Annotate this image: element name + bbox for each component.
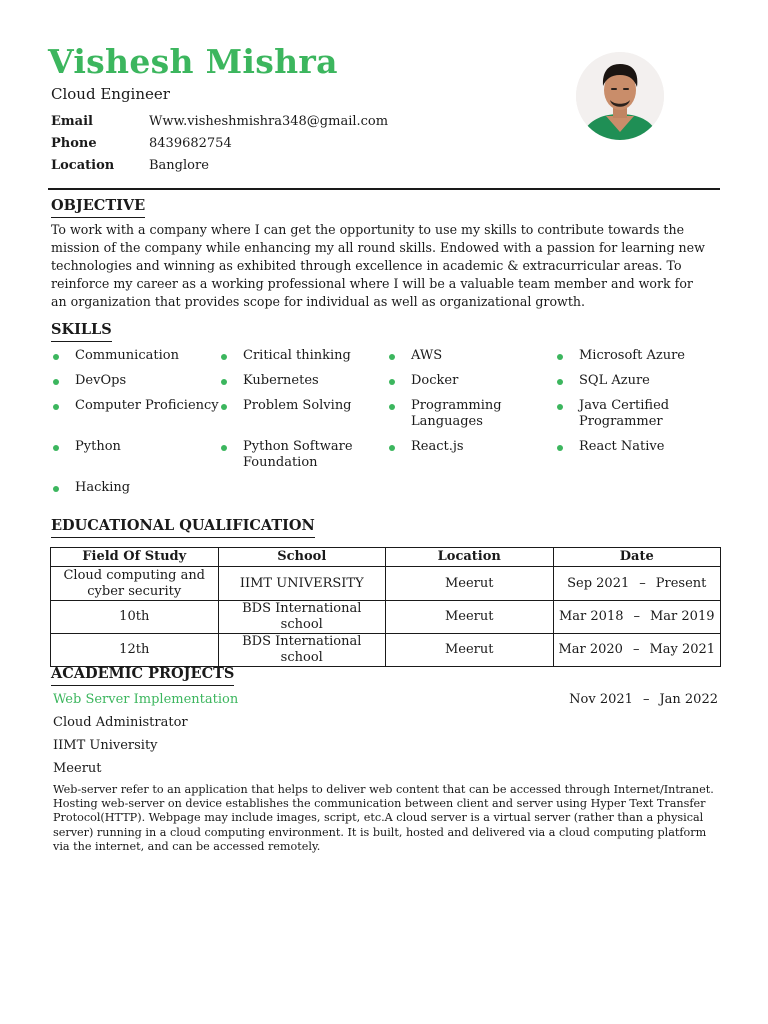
bullet-dot-icon [389,354,395,360]
skill-item: Communication [51,348,219,364]
cell-date: Sep 2021 – Present [553,567,721,601]
skill-item: Critical thinking [219,348,387,364]
column-header: Field Of Study [51,548,219,567]
skill-item: React.js [387,439,555,471]
avatar-icon [576,52,664,140]
bullet-dot-icon [53,404,59,410]
bullet-dot-icon [221,445,227,451]
bullet-dot-icon [53,354,59,360]
section-title-projects: ACADEMIC PROJECTS [51,664,234,686]
column-header: Location [386,548,554,567]
bullet-dot-icon [389,445,395,451]
table-row [51,601,721,634]
section-title-education: EDUCATIONAL QUALIFICATION [51,516,315,538]
project-title: Web Server Implementation [53,692,239,707]
cell-location: Meerut [386,567,554,601]
skill-item: Programming Languages [387,398,555,430]
header-divider [48,188,720,190]
contact-row-phone [51,133,388,155]
skill-item: SQL Azure [555,373,723,389]
skill-item: Microsoft Azure [555,348,723,364]
cell-school: BDS International school [218,601,386,634]
skill-item: Java Certified Programmer [555,398,723,430]
contact-label: Phone [51,136,97,151]
bullet-dot-icon [221,404,227,410]
column-header: School [218,548,386,567]
skill-item: Python [51,439,219,471]
contact-block [51,111,388,177]
table-row [51,634,721,667]
contact-row-location [51,155,388,177]
date-separator: – [633,609,640,624]
bullet-dot-icon [53,445,59,451]
date-separator: – [632,642,640,657]
skill-item: Computer Proficiency [51,398,219,430]
skill-item: React Native [555,439,723,471]
contact-row-email [51,111,388,133]
bullet-dot-icon [557,354,563,360]
table-header-row [51,548,721,567]
contact-location: Banglore [149,158,209,173]
bullet-dot-icon [221,379,227,385]
cell-date: Mar 2018 – Mar 2019 [553,601,721,634]
project-role: Cloud Administrator [53,715,188,730]
contact-label: Email [51,114,93,129]
cell-field: Cloud computing and cyber security [51,567,219,601]
skill-item: Problem Solving [219,398,387,430]
skill-item: Hacking [51,480,219,496]
contact-label: Location [51,158,115,173]
project-description: Web-server refer to an application that helps to deliver web content that can be accessed through Internet/Intranet. Hosting web-server on device establishes the communication between client and server using Hyper Text Transfer Protocol(HTTP). Webpage may include images, script, etc.A cloud server is a virtual server (rather than a physical server) running in a cloud computing environment. It is built, hosted and delivered via a cloud computing platform via the internet, and can be accessed remotely. [53,783,714,853]
cell-school: BDS International school [218,634,386,667]
skill-item: Kubernetes [219,373,387,389]
bullet-dot-icon [389,379,395,385]
contact-phone: 8439682754 [149,136,232,151]
bullet-dot-icon [53,379,59,385]
column-header: Date [553,548,721,567]
candidate-role: Cloud Engineer [51,85,170,103]
section-title-skills: SKILLS [51,320,112,342]
table-row [51,567,721,601]
skill-item: Python Software Foundation [219,439,387,471]
skills-grid [51,348,723,496]
project-date: Nov 2021 – Jan 2022 [569,692,718,707]
bullet-dot-icon [557,379,563,385]
bullet-dot-icon [557,445,563,451]
bullet-dot-icon [221,354,227,360]
date-separator: – [642,692,650,707]
project-location: Meerut [53,761,102,776]
objective-text: To work with a company where I can get the opportunity to use my skills to contribute towards the mission of the company while enhancing my all round skills. Endowed with a passion for learning new technologies and winning as exhibited through excellence in academic & extracurricular areas. To reinforce my career as a working professional where I will be a valuable team member and work for an organization that provides scope for individual as well as organizational growth. [51,222,705,309]
cell-school: IIMT UNIVERSITY [218,567,386,601]
candidate-name: Vishesh Mishra [48,42,338,81]
skill-item: DevOps [51,373,219,389]
cell-date: Mar 2020 – May 2021 [553,634,721,667]
section-title-objective: OBJECTIVE [51,196,145,218]
cell-field: 12th [51,634,219,667]
cell-location: Meerut [386,634,554,667]
education-table [50,547,721,667]
project-organization: IIMT University [53,738,158,753]
bullet-dot-icon [557,404,563,410]
skill-item: Docker [387,373,555,389]
cell-location: Meerut [386,601,554,634]
date-separator: – [639,575,646,591]
contact-email: Www.visheshmishra348@gmail.com [149,114,389,129]
bullet-dot-icon [389,404,395,410]
bullet-dot-icon [53,486,59,492]
profile-photo [576,52,664,140]
cell-field: 10th [51,601,219,634]
skill-item: AWS [387,348,555,364]
